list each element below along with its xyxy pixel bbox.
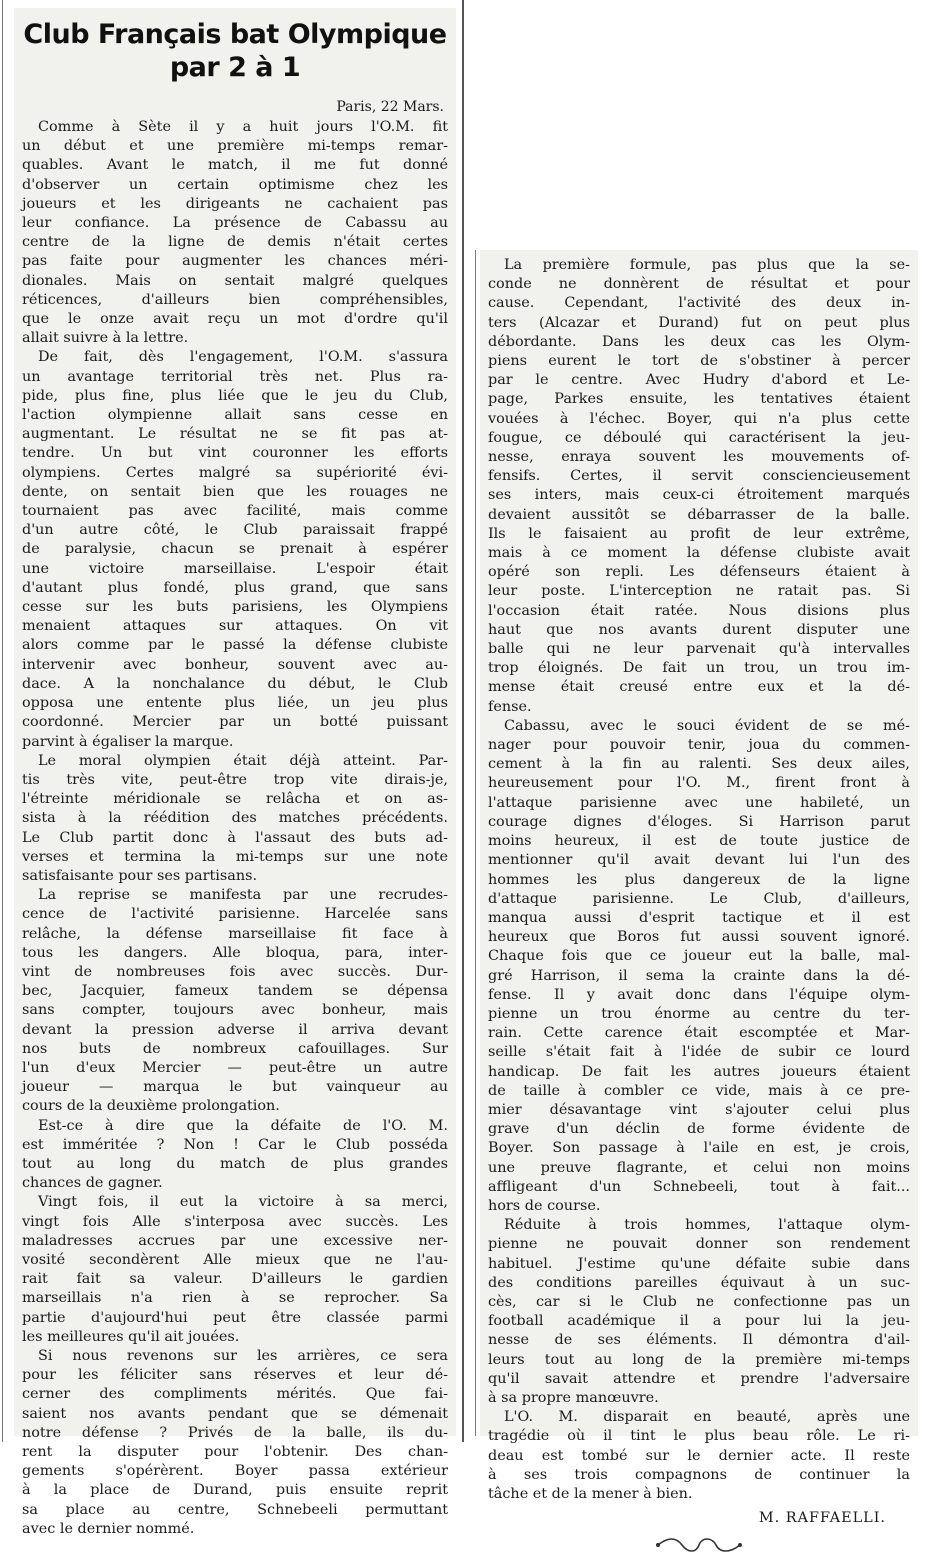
- text-line: nesse, enraya souvent les mouvements of-: [488, 449, 910, 466]
- right-column-body: [488, 256, 910, 1504]
- text-line: à la place de Durand, puis ensuite reprit: [22, 1482, 448, 1499]
- text-line: sista à la réédition des matches précédents.: [22, 810, 448, 827]
- text-line: partie d'aujourd'hui peut être classée parmi: [22, 1309, 448, 1326]
- text-line: intervenir avec bonheur, souvent avec au-: [22, 656, 448, 673]
- text-line: balle qui ne leur parvenait qu'à intervalles: [488, 641, 910, 658]
- text-line: saient nos avants pendant que se démenait: [22, 1405, 448, 1422]
- text-line: hommes les plus dangereux de la ligne: [488, 871, 910, 888]
- text-line: La reprise se manifesta par une recrudes-: [38, 887, 448, 904]
- text-line: pide, plus fine, plus liée que le jeu du Club,: [22, 387, 448, 404]
- text-line: est imméritée ? Non ! Car le Club posséda: [22, 1136, 448, 1153]
- text-line: l'un d'eux Mercier — peut-être un autre: [22, 1059, 448, 1076]
- text-line: habituel. J'estime qu'une défaite subie dans: [488, 1255, 910, 1272]
- text-line: quables. Avant le match, il me fut donné: [22, 157, 448, 174]
- text-line: à sa propre manœuvre.: [488, 1389, 659, 1406]
- text-line: ters (Alcazar et Durand) fut on peut plus: [488, 314, 910, 331]
- text-line: d'autant plus fondé, plus grand, que sans: [22, 579, 448, 596]
- text-line: seille s'était fait à l'idée de subir ce lourd: [488, 1044, 910, 1061]
- text-line: vingt fois Alle s'interposa avec succès. Les: [22, 1213, 448, 1230]
- text-line: dionales. Mais on sentait malgré quelques: [22, 272, 448, 289]
- left-column-body: [22, 118, 448, 1539]
- text-line: mense était creusé entre eux et la dé-: [488, 679, 910, 696]
- text-line: pas faite pour augmenter les chances méri-: [22, 253, 448, 270]
- text-line: notre défense ? Privés de la balle, ils du-: [22, 1424, 448, 1441]
- text-line: Comme à Sète il y a huit jours l'O.M. fit: [38, 119, 448, 135]
- text-line: tâche et de la mener à bien.: [488, 1486, 693, 1502]
- text-line: ses inters, mais ceux-ci étroitement marqués: [488, 487, 910, 504]
- text-line: pienne ne pouvait donner son rendement: [488, 1236, 910, 1253]
- text-line: relâche, la défense marseillaise fit face à: [22, 925, 448, 942]
- text-line: pienne un trou énorme au centre du ter-: [488, 1005, 910, 1022]
- text-line: à ses trois compagnons de continuer la: [488, 1466, 910, 1483]
- text-line: tragédie où il tint le plus beau rôle. Le ri-: [488, 1428, 910, 1445]
- paragraph: [22, 886, 448, 1116]
- text-line: vosité secondèrent Alle mieux que ne l'au-: [22, 1251, 448, 1268]
- text-line: rent la disputer pour l'obtenir. Des chan-: [22, 1444, 448, 1461]
- text-line: Ils le faisaient au profit de leur extrême,: [488, 525, 910, 542]
- text-line: sans compter, toujours avec bonheur, mais: [22, 1002, 448, 1019]
- text-line: de taille à combler ce vide, mais à ce pre-: [488, 1082, 910, 1099]
- text-line: de paralysie, chacun se prenait à espérer: [22, 541, 448, 558]
- text-line: tendre. Un but vint couronner les efforts: [22, 445, 448, 462]
- text-line: gements s'opérèrent. Boyer passa extérieur: [22, 1463, 448, 1480]
- text-line: cès, car si le Club ne confectionne pas un: [488, 1293, 910, 1310]
- text-line: Le moral olympien était déjà atteint. Par-: [38, 752, 448, 769]
- paragraph: [22, 752, 448, 886]
- text-line: réticences, d'ailleurs bien compréhensibles,: [22, 291, 448, 308]
- text-line: Si nous revenons sur les arrières, ce sera: [38, 1348, 448, 1364]
- text-line: tis très vite, peut-être trop vite dirais-je,: [22, 771, 448, 788]
- paragraph: [22, 1347, 448, 1539]
- text-line: rait fait sa valeur. D'ailleurs le gardien: [22, 1271, 448, 1288]
- left-column: [14, 8, 456, 1537]
- text-line: satisfaisante pour ses partisans.: [22, 867, 258, 884]
- text-line: vint de nombreuses fois avec succès. Dur-: [22, 963, 448, 980]
- text-line: trop éloignés. De fait un trou, un trou im-: [488, 660, 910, 677]
- text-line: devant la pression adverse il arriva devant: [22, 1021, 448, 1038]
- column-divider: [462, 0, 464, 1442]
- text-line: Cabassu, avec le souci évident de se mé-: [504, 717, 910, 734]
- text-line: cence de l'activité parisienne. Harcelée sans: [22, 906, 448, 923]
- text-line: pour les féliciter sans réserves et leur dé-: [22, 1367, 448, 1384]
- right-column: [480, 250, 918, 1527]
- headline-line-2: par 2 à 1: [169, 52, 301, 83]
- text-line: courage dignes d'éloges. Si Harrison parut: [488, 813, 910, 830]
- text-line: dace. A la nonchalance du début, le Club: [22, 675, 448, 692]
- headline-line-1: Club Français bat Olympique: [23, 19, 447, 50]
- text-line: haut que nos avants durent disputer une: [488, 621, 910, 638]
- text-line: sa place au centre, Schnebeeli permuttant: [22, 1501, 448, 1518]
- text-line: tous les dangers. Alle bloqua, para, inter-: [22, 944, 448, 961]
- text-line: football académique il a pour lui la jeu-: [488, 1313, 910, 1330]
- text-line: marseillais n'a rien à se reprocher. Sa: [22, 1290, 448, 1307]
- text-line: joueurs et les dirigeants ne cachaient pas: [22, 195, 448, 212]
- text-line: l'étreinte méridionale se relâcha et on as-: [22, 791, 448, 808]
- text-line: centre de la ligne de demis n'était certes: [22, 234, 448, 251]
- article-headline: [22, 18, 448, 84]
- text-line: cesse sur les buts parisiens, les Olympiens: [22, 599, 448, 616]
- text-line: heureux que Boros fut aussi souvent ignoré.: [488, 929, 910, 946]
- text-line: que le onze avait reçu un mot d'ordre qu'il: [22, 311, 448, 328]
- text-line: qu'il savait attendre et prendre l'adversaire: [488, 1370, 910, 1387]
- paragraph: [488, 717, 910, 1216]
- text-line: cerner des compliments mérités. Que fai-: [22, 1386, 448, 1403]
- paragraph: [22, 118, 448, 348]
- text-line: bec, Jacquier, fameux tandem se dépensa: [22, 983, 448, 1000]
- text-line: Est-ce à dire que la défaite de l'O. M.: [38, 1117, 448, 1134]
- text-line: un début et une première mi-temps remar-: [22, 138, 448, 155]
- text-line: De fait, dès l'engagement, l'O.M. s'assura: [38, 349, 448, 366]
- text-line: La première formule, pas plus que la se-: [504, 257, 910, 273]
- text-line: tout au long du match de plus grandes: [22, 1155, 448, 1172]
- text-line: l'action olympienne allait sans cesse en: [22, 407, 448, 424]
- text-line: devaient aussitôt se débarrasser de la balle.: [488, 506, 910, 523]
- text-line: une victoire marseillaise. L'espoir était: [22, 560, 448, 577]
- text-line: nager pour pouvoir tenir, joua du commen-: [488, 737, 910, 754]
- text-line: fense.: [488, 698, 532, 715]
- closing-ornament-icon: [654, 1536, 744, 1554]
- text-line: heureusement pour l'O. M., firent front à: [488, 775, 910, 792]
- text-line: d'attaque parisienne. Le Club, d'ailleurs,: [488, 890, 910, 907]
- text-line: opposa une entente plus liée, un jeu plus: [22, 695, 448, 712]
- text-line: allait suivre à la lettre.: [22, 330, 189, 347]
- text-line: mier désavantage vint s'ajouter celui plus: [488, 1101, 910, 1118]
- text-line: deau est tombé sur le dernier acte. Il reste: [488, 1447, 910, 1464]
- text-line: fensifs. Certes, il servit consciencieusement: [488, 468, 910, 485]
- text-line: nesse de ses éléments. Il démontra d'ail-: [488, 1332, 910, 1349]
- text-line: gré Harrison, il sema la crainte dans la dé-: [488, 967, 910, 984]
- text-line: conde ne donnèrent de résultat et pour: [488, 276, 910, 293]
- text-line: nos buts de nombreux cafouillages. Sur: [22, 1040, 448, 1057]
- text-line: handicap. De fait les autres joueurs étaient: [488, 1063, 910, 1080]
- text-line: Le Club partit donc à l'assaut des buts ad-: [22, 829, 448, 846]
- text-line: leurs tout au long de la première mi-temps: [488, 1351, 910, 1368]
- text-line: leur poste. L'interception ne ratait pas. Si: [488, 583, 910, 600]
- text-line: fense. Il y avait donc dans l'équipe olym-: [488, 986, 910, 1003]
- text-line: augmentant. Le résultat ne se fit pas at-: [22, 426, 448, 443]
- text-line: d'observer un certain optimisme chez les: [22, 176, 448, 193]
- paragraph: [22, 1117, 448, 1194]
- text-line: hors de course.: [488, 1197, 601, 1214]
- text-line: chances de gagner.: [22, 1175, 163, 1192]
- text-line: coordonné. Mercier par un botté puissant: [22, 714, 448, 731]
- text-line: leur confiance. La présence de Cabassu au: [22, 215, 448, 232]
- text-line: mais à ce moment la défense clubiste avait: [488, 545, 910, 562]
- text-line: par le centre. Avec Hudry d'abord et Le-: [488, 372, 910, 389]
- text-line: cours de la deuxième prolongation.: [22, 1098, 280, 1115]
- text-line: page, Parkes ensuite, les tentatives étaient: [488, 391, 910, 408]
- text-line: d'un autre côté, le Club paraissait frappé: [22, 522, 448, 539]
- text-line: piens eurent le tort de s'obstiner à percer: [488, 353, 910, 370]
- text-line: L'O. M. disparait en beauté, après une: [504, 1409, 910, 1426]
- text-line: les meilleures qu'il ait jouées.: [22, 1328, 240, 1345]
- right-column-rule: [475, 250, 476, 1436]
- text-line: débordante. Dans les deux cas les Olym-: [488, 333, 910, 350]
- text-line: mentionner qu'il avait devant lui l'un des: [488, 852, 910, 869]
- text-line: parvint à égaliser la marque.: [22, 733, 234, 750]
- text-line: Vingt fois, il eut la victoire à sa merci,: [38, 1194, 448, 1211]
- text-line: manqua aussi d'esprit tactique et il est: [488, 909, 910, 926]
- paragraph: [22, 348, 448, 751]
- text-line: maladresses accrues par une excessive ner-: [22, 1232, 448, 1249]
- paragraph: [488, 256, 910, 717]
- text-line: des conditions pareilles équivaut à un suc-: [488, 1274, 910, 1291]
- text-line: une preuve flagrante, et celui non moins: [488, 1159, 910, 1176]
- text-line: cement à la fin au ralenti. Ses deux ailes,: [488, 756, 910, 773]
- text-line: Chaque fois que ce joueur eut la balle, mal-: [488, 948, 910, 965]
- text-line: affligeant d'un Schnebeeli, tout à fait...: [488, 1178, 910, 1195]
- text-line: Réduite à trois hommes, l'attaque olym-: [504, 1217, 910, 1234]
- text-line: verses et termina la mi-temps sur une note: [22, 848, 448, 865]
- text-line: menaient attaques sur attaques. On vit: [22, 618, 448, 635]
- author-signature: M. RAFFAELLI.: [758, 1510, 886, 1527]
- text-line: dente, on sentait bien que les rouages ne: [22, 483, 448, 500]
- text-line: vouées à l'échec. Boyer, qui n'a plus cette: [488, 410, 910, 427]
- text-line: fougue, ce déboulé qui caractérisent la jeu-: [488, 429, 910, 446]
- paragraph: [488, 1408, 910, 1504]
- paragraph: [488, 1216, 910, 1408]
- text-line: l'occasion était ratée. Nous disions plus: [488, 602, 910, 619]
- text-line: Boyer. Son passage à l'aile en est, je crois,: [488, 1140, 910, 1157]
- text-line: rain. Cette carence était escomptée et Mar-: [488, 1025, 910, 1042]
- text-line: avec le dernier nommé.: [22, 1520, 195, 1537]
- text-line: moins heureux, il est de toute justice de: [488, 833, 910, 850]
- paragraph: [22, 1193, 448, 1347]
- text-line: joueur — marqua le but vainqueur au: [22, 1079, 448, 1096]
- text-line: un avantage territorial très net. Plus ra-: [22, 368, 448, 385]
- text-line: alors comme par le passé la défense clubiste: [22, 637, 448, 654]
- text-line: grave d'un déclin de forme évidente de: [488, 1121, 910, 1138]
- dateline: Paris, 22 Mars.: [336, 99, 444, 115]
- text-line: tournaient pas avec facilité, mais comme: [22, 503, 448, 520]
- left-margin-rule: [2, 0, 3, 1442]
- text-line: olympiens. Certes malgré sa supériorité évi-: [22, 464, 448, 481]
- text-line: l'attaque parisienne avec une habileté, un: [488, 794, 910, 811]
- text-line: opéré son repli. Les défenseurs étaient à: [488, 564, 910, 581]
- text-line: cause. Cependant, l'activité des deux in-: [488, 295, 910, 312]
